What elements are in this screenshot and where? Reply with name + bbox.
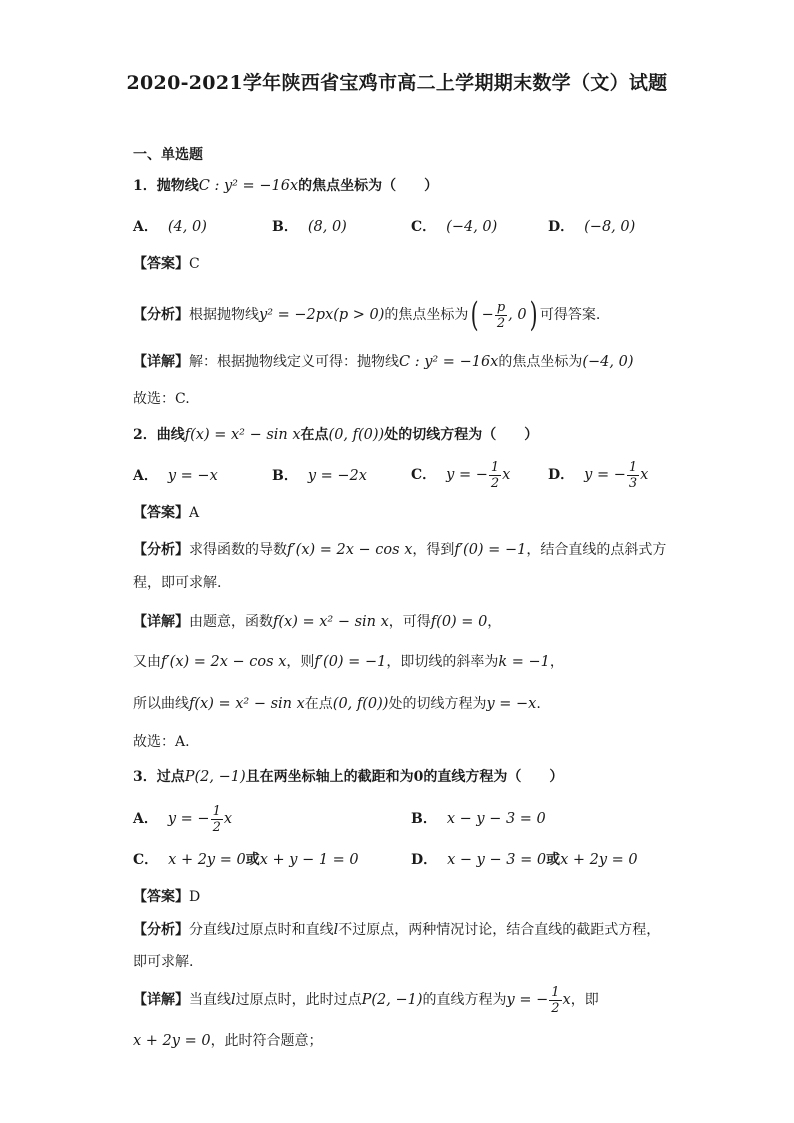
q3-detail: 【详解】当直线l过原点时，此时过点P(2, −1)的直线方程为y = − $\frac{1}{2}$ x，即 bbox=[133, 984, 599, 1016]
q2-answer: 【答案】A bbox=[133, 505, 200, 521]
q1-analysis: 【分析】根据抛物线y² = −2px(p > 0)的焦点坐标为( − $\frac{p}{2}$ , 0) 可得答案. bbox=[133, 295, 601, 335]
q2-option-b: B． y = −2x bbox=[272, 468, 367, 484]
q2-option-a: A． y = −x bbox=[133, 468, 218, 484]
q2-detail: 【详解】由题意，函数f(x) = x² − sin x，可得f(0) = 0， bbox=[133, 614, 502, 630]
q1-option-a: A． (4, 0) bbox=[133, 219, 207, 235]
q2-option-d: D． y = − $\frac{1}{3}$ x bbox=[548, 459, 649, 491]
q2-option-c: C． y = − $\frac{1}{2}$ x bbox=[411, 459, 511, 491]
section-heading: 一、单选题 bbox=[133, 147, 203, 163]
q1-option-c: C． (−4, 0) bbox=[411, 219, 498, 235]
q3-analysis: 【分析】分直线l过原点时和直线l不过原点，两种情况讨论，结合直线的截距式方程， bbox=[133, 922, 661, 938]
q1-conclusion: 故选：C. bbox=[133, 391, 190, 407]
q2-detail-line-2: 又由f′(x) = 2x − cos x，则f′(0) = −1，即切线的斜率为k = −1， bbox=[133, 654, 564, 670]
q3-detail-line-2: x + 2y = 0，此时符合题意； bbox=[133, 1033, 323, 1049]
page-title: 2020-2021学年陕西省宝鸡市高二上学期期末数学（文）试题 bbox=[126, 72, 668, 94]
q2-analysis-line-2: 程，即可求解. bbox=[133, 575, 222, 591]
q3-answer: 【答案】D bbox=[133, 889, 201, 905]
q3-option-c: C． x + 2y = 0或x + y − 1 = 0 bbox=[133, 852, 359, 868]
q2-analysis: 【分析】求得函数的导数f′(x) = 2x − cos x，得到f′(0) = −1，结合直线的点斜式方 bbox=[133, 542, 667, 558]
q3-option-b: B． x − y − 3 = 0 bbox=[411, 811, 546, 827]
q3-option-a: A． y = − $\frac{1}{2}$ x bbox=[133, 803, 233, 835]
q1-option-b: B． (8, 0) bbox=[272, 219, 347, 235]
q3-analysis-line-2: 即可求解. bbox=[133, 954, 194, 970]
q2-conclusion: 故选：A. bbox=[133, 734, 190, 750]
q3-option-d: D． x − y − 3 = 0或x + 2y = 0 bbox=[411, 852, 638, 868]
q2-detail-line-3: 所以曲线f(x) = x² − sin x在点(0, f(0))处的切线方程为y = −x. bbox=[133, 696, 541, 712]
q1-option-d: D． (−8, 0) bbox=[548, 219, 636, 235]
question-3-stem: 3．过点P(2, −1)且在两坐标轴上的截距和为0的直线方程为（ ） bbox=[133, 769, 564, 785]
question-2-stem: 2．曲线f(x) = x² − sin x在点(0, f(0))处的切线方程为（ ） bbox=[133, 427, 539, 443]
q1-detail: 【详解】解：根据抛物线定义可得：抛物线C : y² = −16x的焦点坐标为(−4, 0) bbox=[133, 354, 634, 370]
q1-answer: 【答案】C bbox=[133, 256, 200, 272]
question-1-stem: 1．抛物线C : y² = −16x的焦点坐标为（ ） bbox=[133, 178, 439, 194]
